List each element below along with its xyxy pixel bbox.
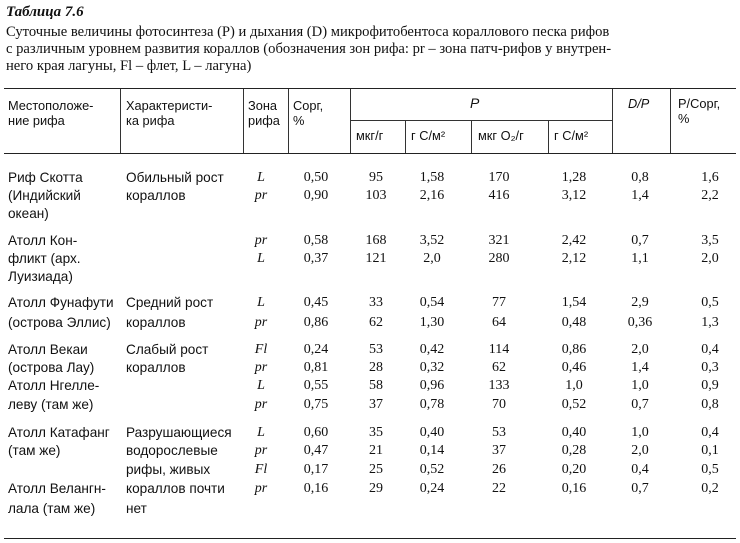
cell-p2: 0,54 bbox=[419, 295, 445, 310]
cell-dp: 0,36 bbox=[627, 315, 653, 330]
header-p-unit: г C/м² bbox=[554, 128, 589, 143]
location-text: лала (там же) bbox=[8, 501, 96, 516]
cell-corg: 0,58 bbox=[303, 233, 329, 248]
location-text: Атолл Фунафути bbox=[8, 295, 114, 310]
cell-dp: 1,0 bbox=[631, 378, 649, 393]
header-bottom-rule bbox=[4, 153, 736, 154]
cell-p4: 0,28 bbox=[561, 443, 587, 458]
cell-zone: L bbox=[257, 425, 265, 440]
cell-dp: 2,9 bbox=[631, 295, 649, 310]
table-title: Таблица 7.6 bbox=[6, 4, 84, 20]
cell-corg: 0,37 bbox=[303, 251, 329, 266]
cell-corg: 0,75 bbox=[303, 397, 329, 412]
cell-p2: 1,58 bbox=[419, 170, 445, 185]
column-separator bbox=[405, 121, 406, 153]
column-separator bbox=[288, 89, 289, 153]
characteristic-text: Слабый рост bbox=[126, 342, 209, 357]
location-text: (острова Лау) bbox=[8, 360, 95, 375]
cell-p3: 53 bbox=[492, 425, 506, 440]
cell-p1: 29 bbox=[369, 481, 383, 496]
caption-line: Суточные величины фотосинтеза (P) и дыхания (D) микрофитобентоса кораллового песка рифов bbox=[6, 24, 610, 40]
header-text: ка рифа bbox=[126, 113, 175, 128]
cell-p3: 114 bbox=[488, 342, 510, 357]
header-text: P/Cорг, bbox=[678, 96, 721, 111]
cell-p3: 280 bbox=[488, 251, 510, 266]
characteristic-text: кораллов bbox=[126, 315, 186, 330]
cell-p1: 103 bbox=[365, 188, 387, 203]
cell-p4: 3,12 bbox=[561, 188, 587, 203]
cell-dp: 0,7 bbox=[631, 233, 649, 248]
header-text: Cорг, bbox=[293, 98, 324, 113]
cell-p3: 70 bbox=[492, 397, 506, 412]
cell-p3: 77 bbox=[492, 295, 506, 310]
cell-dp: 1,4 bbox=[631, 360, 649, 375]
cell-p4: 0,46 bbox=[561, 360, 587, 375]
caption-line: него края лагуны, Fl – флет, L – лагуна) bbox=[6, 58, 252, 74]
cell-dp: 0,4 bbox=[631, 462, 649, 477]
cell-p1: 121 bbox=[365, 251, 387, 266]
location-text: Атолл Кон- bbox=[8, 233, 78, 248]
characteristic-text: кораллов почти bbox=[126, 481, 225, 496]
cell-p1: 33 bbox=[369, 295, 383, 310]
cell-p4: 0,48 bbox=[561, 315, 587, 330]
cell-corg: 0,24 bbox=[303, 342, 329, 357]
cell-p4: 0,40 bbox=[561, 425, 587, 440]
header-text: Зона bbox=[248, 98, 278, 113]
header-p-unit: мкг O₂/г bbox=[478, 128, 524, 143]
cell-dp: 0,7 bbox=[631, 397, 649, 412]
header-p: P bbox=[470, 95, 480, 111]
header-characteristic bbox=[126, 98, 212, 128]
cell-p4: 1,28 bbox=[561, 170, 587, 185]
cell-p2: 1,30 bbox=[419, 315, 445, 330]
cell-p4: 0,20 bbox=[561, 462, 587, 477]
cell-zone: pr bbox=[254, 188, 268, 203]
cell-p3: 170 bbox=[488, 170, 510, 185]
cell-p4: 1,0 bbox=[565, 378, 583, 393]
cell-dp: 1,1 bbox=[631, 251, 649, 266]
header-corg bbox=[293, 98, 323, 128]
column-separator bbox=[243, 89, 244, 153]
header-p-corg bbox=[678, 96, 720, 126]
characteristic-text: водорослевые bbox=[126, 443, 218, 458]
table-caption bbox=[6, 24, 734, 75]
cell-p2: 0,52 bbox=[419, 462, 445, 477]
p-subheader-rule bbox=[350, 120, 612, 121]
column-separator bbox=[612, 89, 613, 153]
characteristic-text: Обильный рост bbox=[126, 170, 224, 185]
header-text: ние рифа bbox=[8, 113, 65, 128]
cell-dp: 2,0 bbox=[631, 342, 649, 357]
cell-p1: 37 bbox=[369, 397, 383, 412]
cell-p4: 0,52 bbox=[561, 397, 587, 412]
characteristic-text: кораллов bbox=[126, 360, 186, 375]
cell-p3: 62 bbox=[492, 360, 506, 375]
cell-p4: 0,16 bbox=[561, 481, 587, 496]
cell-corg: 0,55 bbox=[303, 378, 329, 393]
cell-p1: 95 bbox=[369, 170, 383, 185]
cell-p1: 62 bbox=[369, 315, 383, 330]
cell-pc: 0,5 bbox=[701, 462, 719, 477]
cell-p2: 0,42 bbox=[419, 342, 445, 357]
cell-p2: 2,16 bbox=[419, 188, 445, 203]
characteristic-text: нет bbox=[126, 501, 147, 516]
cell-dp: 1,4 bbox=[631, 188, 649, 203]
cell-p2: 0,96 bbox=[419, 378, 445, 393]
cell-p1: 53 bbox=[369, 342, 383, 357]
cell-zone: Fl bbox=[254, 462, 268, 477]
location-text: (острова Эллис) bbox=[8, 315, 111, 330]
cell-p1: 168 bbox=[365, 233, 387, 248]
cell-p1: 28 bbox=[369, 360, 383, 375]
cell-dp: 0,7 bbox=[631, 481, 649, 496]
location-text: Луизиада) bbox=[8, 269, 73, 284]
cell-zone: L bbox=[257, 378, 265, 393]
location-text: фликт (арх. bbox=[8, 251, 81, 266]
header-text: Характеристи- bbox=[126, 98, 213, 113]
cell-pc: 0,3 bbox=[701, 360, 719, 375]
cell-pc: 1,3 bbox=[701, 315, 719, 330]
cell-p2: 0,24 bbox=[419, 481, 445, 496]
cell-zone: pr bbox=[254, 360, 268, 375]
header-location bbox=[8, 98, 93, 128]
column-separator bbox=[670, 89, 671, 153]
location-text: (Индийский bbox=[8, 188, 81, 203]
cell-p3: 321 bbox=[488, 233, 510, 248]
location-text: океан) bbox=[8, 206, 49, 221]
table-top-rule bbox=[4, 88, 736, 89]
header-dp: D/P bbox=[628, 96, 650, 111]
caption-line: с различным уровнем развития кораллов (обозначения зон рифа: pr – зона патч-рифов у внутрен- bbox=[6, 41, 612, 57]
cell-pc: 0,2 bbox=[701, 481, 719, 496]
cell-p2: 0,32 bbox=[419, 360, 445, 375]
cell-pc: 0,5 bbox=[701, 295, 719, 310]
cell-zone: L bbox=[257, 170, 265, 185]
table-bottom-rule bbox=[4, 538, 736, 539]
cell-pc: 3,5 bbox=[701, 233, 719, 248]
cell-pc: 0,1 bbox=[701, 443, 719, 458]
header-text: % bbox=[293, 113, 305, 128]
cell-corg: 0,47 bbox=[303, 443, 329, 458]
cell-p3: 26 bbox=[492, 462, 506, 477]
location-text: Атолл Векаи bbox=[8, 342, 88, 357]
cell-dp: 1,0 bbox=[631, 425, 649, 440]
cell-pc: 0,4 bbox=[701, 425, 719, 440]
cell-zone: pr bbox=[254, 481, 268, 496]
cell-p2: 0,40 bbox=[419, 425, 445, 440]
header-p-unit: мкг/г bbox=[356, 128, 384, 143]
header-p-unit: г C/м² bbox=[411, 128, 446, 143]
cell-pc: 1,6 bbox=[701, 170, 719, 185]
cell-dp: 0,8 bbox=[631, 170, 649, 185]
cell-p4: 2,42 bbox=[561, 233, 587, 248]
cell-dp: 2,0 bbox=[631, 443, 649, 458]
cell-corg: 0,90 bbox=[303, 188, 329, 203]
cell-corg: 0,50 bbox=[303, 170, 329, 185]
cell-p2: 0,14 bbox=[419, 443, 445, 458]
column-separator bbox=[120, 89, 121, 153]
cell-pc: 2,0 bbox=[701, 251, 719, 266]
cell-p3: 64 bbox=[492, 315, 506, 330]
location-text: Атолл Велангн- bbox=[8, 481, 106, 496]
cell-zone: pr bbox=[254, 233, 268, 248]
cell-zone: Fl bbox=[254, 342, 268, 357]
header-text: рифа bbox=[248, 113, 280, 128]
cell-corg: 0,81 bbox=[303, 360, 329, 375]
cell-p3: 416 bbox=[488, 188, 510, 203]
location-text: Риф Скотта bbox=[8, 170, 83, 185]
column-separator bbox=[471, 121, 472, 153]
cell-zone: pr bbox=[254, 315, 268, 330]
column-separator bbox=[350, 89, 351, 153]
cell-zone: pr bbox=[254, 397, 268, 412]
cell-p3: 22 bbox=[492, 481, 506, 496]
cell-p1: 58 bbox=[369, 378, 383, 393]
cell-pc: 0,8 bbox=[701, 397, 719, 412]
cell-p4: 0,86 bbox=[561, 342, 587, 357]
location-text: Атолл Нгелле- bbox=[8, 378, 100, 393]
header-zone bbox=[248, 98, 280, 128]
cell-pc: 0,4 bbox=[701, 342, 719, 357]
cell-p1: 35 bbox=[369, 425, 383, 440]
cell-pc: 2,2 bbox=[701, 188, 719, 203]
cell-p4: 2,12 bbox=[561, 251, 587, 266]
characteristic-text: рифы, живых bbox=[126, 462, 211, 477]
cell-p2: 3,52 bbox=[419, 233, 445, 248]
location-text: (там же) bbox=[8, 443, 61, 458]
location-text: леву (там же) bbox=[8, 397, 94, 412]
header-text: Местоположе- bbox=[8, 98, 94, 113]
cell-pc: 0,9 bbox=[701, 378, 719, 393]
column-separator bbox=[548, 121, 549, 153]
header-text: % bbox=[678, 111, 690, 126]
cell-p3: 133 bbox=[488, 378, 510, 393]
cell-zone: L bbox=[257, 295, 265, 310]
characteristic-text: Средний рост bbox=[126, 295, 214, 310]
cell-corg: 0,17 bbox=[303, 462, 329, 477]
cell-zone: L bbox=[257, 251, 265, 266]
cell-p3: 37 bbox=[492, 443, 506, 458]
cell-corg: 0,86 bbox=[303, 315, 329, 330]
cell-p2: 0,78 bbox=[419, 397, 445, 412]
cell-p2: 2,0 bbox=[423, 251, 441, 266]
cell-corg: 0,16 bbox=[303, 481, 329, 496]
cell-p1: 21 bbox=[369, 443, 383, 458]
cell-corg: 0,45 bbox=[303, 295, 329, 310]
cell-p4: 1,54 bbox=[561, 295, 587, 310]
location-text: Атолл Катафанг bbox=[8, 425, 110, 440]
characteristic-text: кораллов bbox=[126, 188, 186, 203]
characteristic-text: Разрушающиеся bbox=[126, 425, 232, 440]
cell-zone: pr bbox=[254, 443, 268, 458]
cell-corg: 0,60 bbox=[303, 425, 329, 440]
cell-p1: 25 bbox=[369, 462, 383, 477]
